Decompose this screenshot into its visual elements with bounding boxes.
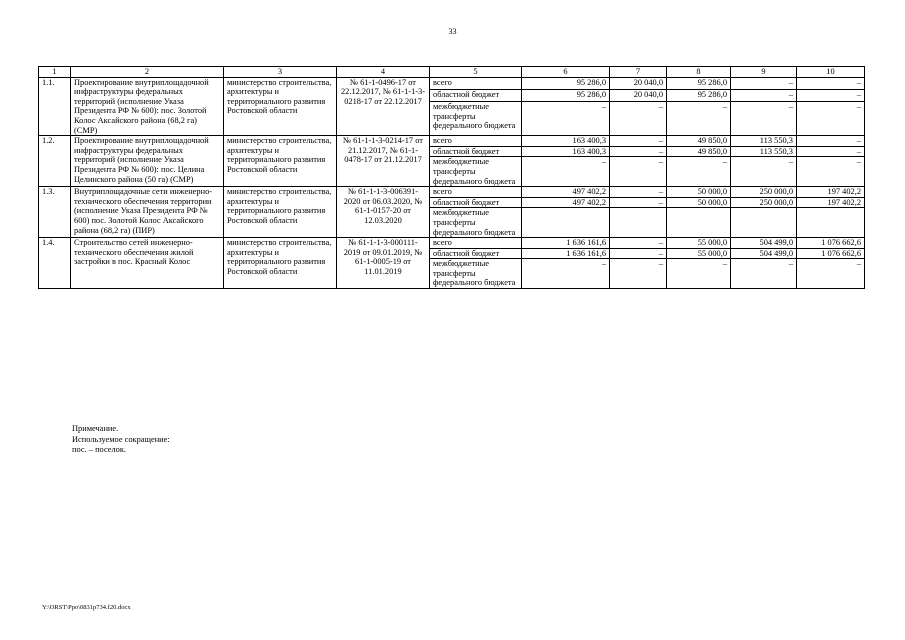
amount-cell: 163 400,3: [522, 146, 610, 157]
amount-cell: –: [797, 146, 865, 157]
header-cell: 8: [667, 67, 731, 78]
amount-cell: 250 000,0: [731, 187, 797, 198]
row-number: 1.1.: [39, 77, 71, 136]
amount-cell: 504 499,0: [731, 248, 797, 259]
project-name: Проектирование внутриплощадочной инфраструктуры федеральных территорий (исполнение Указа Президента РФ № 600): пос. Целина Целинского района (50 га) (СМР): [71, 136, 224, 187]
amount-cell: [667, 208, 731, 238]
funding-source: межбюджетные трансферты федерального бюджета: [430, 208, 522, 238]
amount-cell: 1 636 161,6: [522, 238, 610, 249]
funding-source: межбюджетные трансферты федерального бюджета: [430, 259, 522, 289]
amount-cell: 497 402,2: [522, 187, 610, 198]
amount-cell: –: [522, 157, 610, 187]
amount-cell: –: [731, 101, 797, 135]
header-cell: 6: [522, 67, 610, 78]
amount-cell: 20 040,0: [610, 89, 667, 101]
note-line: Используемое сокращение:: [72, 434, 170, 444]
note-line: пос. – поселок.: [72, 445, 127, 454]
funding-source: всего: [430, 77, 522, 89]
amount-cell: 497 402,2: [522, 197, 610, 208]
amount-cell: 95 286,0: [522, 89, 610, 101]
header-cell: 10: [797, 67, 865, 78]
amount-cell: –: [610, 238, 667, 249]
document-reference: № 61-1-1-3-000111-2019 от 09.01.2019, № 61-1-0005-19 от 11.01.2019: [337, 238, 430, 289]
amount-cell: 95 286,0: [667, 89, 731, 101]
document-reference: № 61-1-0496-17 от 22.12.2017, № 61-1-1-3-0218-17 от 22.12.2017: [337, 77, 430, 136]
amount-cell: [797, 208, 865, 238]
amount-cell: [731, 208, 797, 238]
table-row: [39, 238, 865, 249]
amount-cell: –: [797, 157, 865, 187]
amount-cell: –: [610, 259, 667, 289]
note-title: Примечание.: [72, 424, 119, 433]
row-number: 1.4.: [39, 238, 71, 289]
project-name: Внутриплощадочные сети инженерно-технического обеспечения территории (исполнение Указа Президента РФ № 600) пос. Золотой Колос Аксайского района (68,2 га) (ПИР): [71, 187, 224, 238]
funding-source: областной бюджет: [430, 197, 522, 208]
row-number: 1.2.: [39, 136, 71, 187]
amount-cell: –: [610, 248, 667, 259]
table-row: [39, 136, 865, 147]
table-row: [39, 77, 865, 89]
amount-cell: 55 000,0: [667, 238, 731, 249]
ministry-name: министерство строительства, архитектуры и территориального развития Ростовской области: [224, 77, 337, 136]
amount-cell: 197 402,2: [797, 187, 865, 198]
amount-cell: 49 850,0: [667, 146, 731, 157]
amount-cell: 1 076 662,6: [797, 248, 865, 259]
funding-source: всего: [430, 136, 522, 147]
amount-cell: 1 636 161,6: [522, 248, 610, 259]
amount-cell: 113 550,3: [731, 136, 797, 147]
funding-source: всего: [430, 238, 522, 249]
funding-source: областной бюджет: [430, 146, 522, 157]
amount-cell: 163 400,3: [522, 136, 610, 147]
amount-cell: –: [522, 259, 610, 289]
amount-cell: 50 000,0: [667, 187, 731, 198]
amount-cell: 1 076 662,6: [797, 238, 865, 249]
row-number: 1.3.: [39, 187, 71, 238]
note-block: [72, 424, 170, 456]
header-cell: 2: [71, 67, 224, 78]
funding-source: межбюджетные трансферты федерального бюджета: [430, 157, 522, 187]
amount-cell: 95 286,0: [667, 77, 731, 89]
header-row: [39, 67, 865, 78]
amount-cell: –: [731, 259, 797, 289]
amount-cell: –: [610, 197, 667, 208]
amount-cell: –: [731, 157, 797, 187]
document-reference: № 61-1-1-3-006391-2020 от 06.03.2020, № 61-1-0157-20 от 12.03.2020: [337, 187, 430, 238]
amount-cell: –: [667, 259, 731, 289]
amount-cell: 95 286,0: [522, 77, 610, 89]
funding-source: всего: [430, 187, 522, 198]
amount-cell: 50 000,0: [667, 197, 731, 208]
amount-cell: –: [797, 77, 865, 89]
amount-cell: –: [522, 101, 610, 135]
amount-cell: 504 499,0: [731, 238, 797, 249]
amount-cell: 55 000,0: [667, 248, 731, 259]
ministry-name: министерство строительства, архитектуры и территориального развития Ростовской области: [224, 238, 337, 289]
funding-source: межбюджетные трансферты федерального бюджета: [430, 101, 522, 135]
amount-cell: –: [797, 136, 865, 147]
header-cell: 5: [430, 67, 522, 78]
project-name: Проектирование внутриплощадочной инфраструктуры федеральных территорий (исполнение Указа Президента РФ № 600): пос. Золотой Колос Аксайского района (68,2 га) (СМР): [71, 77, 224, 136]
amount-cell: [610, 208, 667, 238]
amount-cell: –: [667, 101, 731, 135]
amount-cell: –: [610, 157, 667, 187]
amount-cell: –: [610, 146, 667, 157]
header-cell: 7: [610, 67, 667, 78]
ministry-name: министерство строительства, архитектуры и территориального развития Ростовской области: [224, 136, 337, 187]
amount-cell: –: [797, 101, 865, 135]
amount-cell: 49 850,0: [667, 136, 731, 147]
funding-source: областной бюджет: [430, 248, 522, 259]
amount-cell: 113 550,3: [731, 146, 797, 157]
amount-cell: –: [610, 136, 667, 147]
amount-cell: 250 000,0: [731, 197, 797, 208]
budget-table: [38, 66, 865, 289]
page-number: 33: [448, 27, 457, 36]
amount-cell: [522, 208, 610, 238]
header-cell: 3: [224, 67, 337, 78]
header-cell: 9: [731, 67, 797, 78]
header-cell: 4: [337, 67, 430, 78]
amount-cell: –: [797, 259, 865, 289]
ministry-name: министерство строительства, архитектуры и территориального развития Ростовской области: [224, 187, 337, 238]
amount-cell: –: [731, 89, 797, 101]
amount-cell: –: [731, 77, 797, 89]
amount-cell: –: [610, 187, 667, 198]
amount-cell: –: [667, 157, 731, 187]
amount-cell: –: [610, 101, 667, 135]
document-reference: № 61-1-1-3-0214-17 от 21.12.2017, № 61-1-0478-17 от 21.12.2017: [337, 136, 430, 187]
project-name: Строительство сетей инженерно-технического обеспечения жилой застройки в пос. Красный Колос: [71, 238, 224, 289]
amount-cell: 197 402,2: [797, 197, 865, 208]
amount-cell: 20 040,0: [610, 77, 667, 89]
header-cell: 1: [39, 67, 71, 78]
table-row: [39, 187, 865, 198]
amount-cell: –: [797, 89, 865, 101]
funding-source: областной бюджет: [430, 89, 522, 101]
file-path-footer: Y:\ORST\Ppo\0831p734.f20.docx: [42, 604, 131, 611]
